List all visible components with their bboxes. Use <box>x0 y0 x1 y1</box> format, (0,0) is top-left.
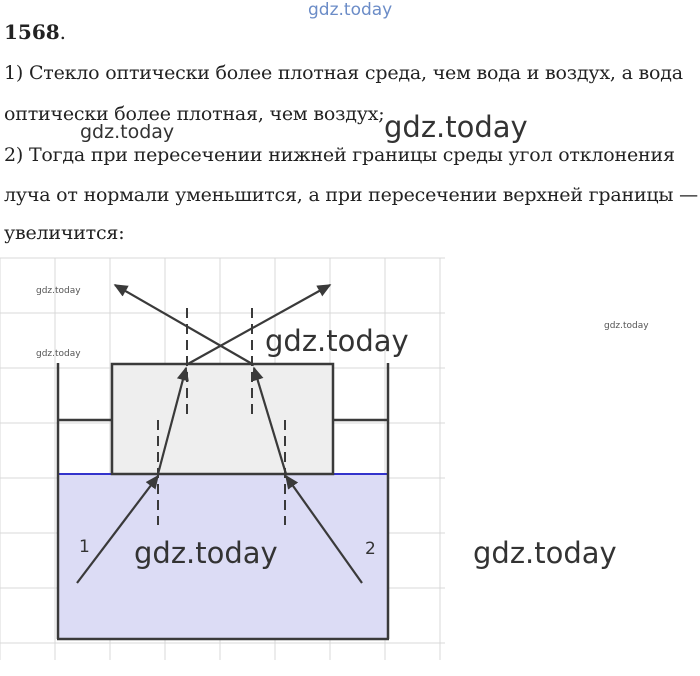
text-line-4: луча от нормали уменьшится, а при пересечении верхней границы — <box>4 184 698 206</box>
watermark-diagram-4: gdz.today <box>265 324 409 358</box>
text-line-3: 2) Тогда при пересечении нижней границы среды угол отклонения <box>4 144 675 166</box>
watermark-diagram-1: gdz.today <box>36 286 81 296</box>
watermark-text-large: gdz.today <box>384 110 528 144</box>
problem-number-value: 1568 <box>4 20 60 44</box>
text-line-5: увеличится: <box>4 222 125 244</box>
ray-2-label: 2 <box>365 539 376 559</box>
watermark-top: gdz.today <box>308 0 393 20</box>
glass-block <box>112 364 333 474</box>
watermark-diagram-6: gdz.today <box>473 536 617 570</box>
watermark-diagram-5: gdz.today <box>134 536 278 570</box>
watermark-diagram-2: gdz.today <box>36 349 81 359</box>
ray-1-label: 1 <box>79 537 90 557</box>
text-line-2: оптически более плотная, чем воздух; <box>4 103 385 125</box>
watermark-text-small: gdz.today <box>80 121 175 143</box>
text-line-1: 1) Стекло оптически более плотная среда, чем вода и воздух, а вода <box>4 62 683 84</box>
problem-number <box>4 20 66 44</box>
problem-number-suffix: . <box>59 20 67 44</box>
watermark-diagram-3: gdz.today <box>604 321 649 331</box>
refraction-diagram <box>0 250 700 670</box>
